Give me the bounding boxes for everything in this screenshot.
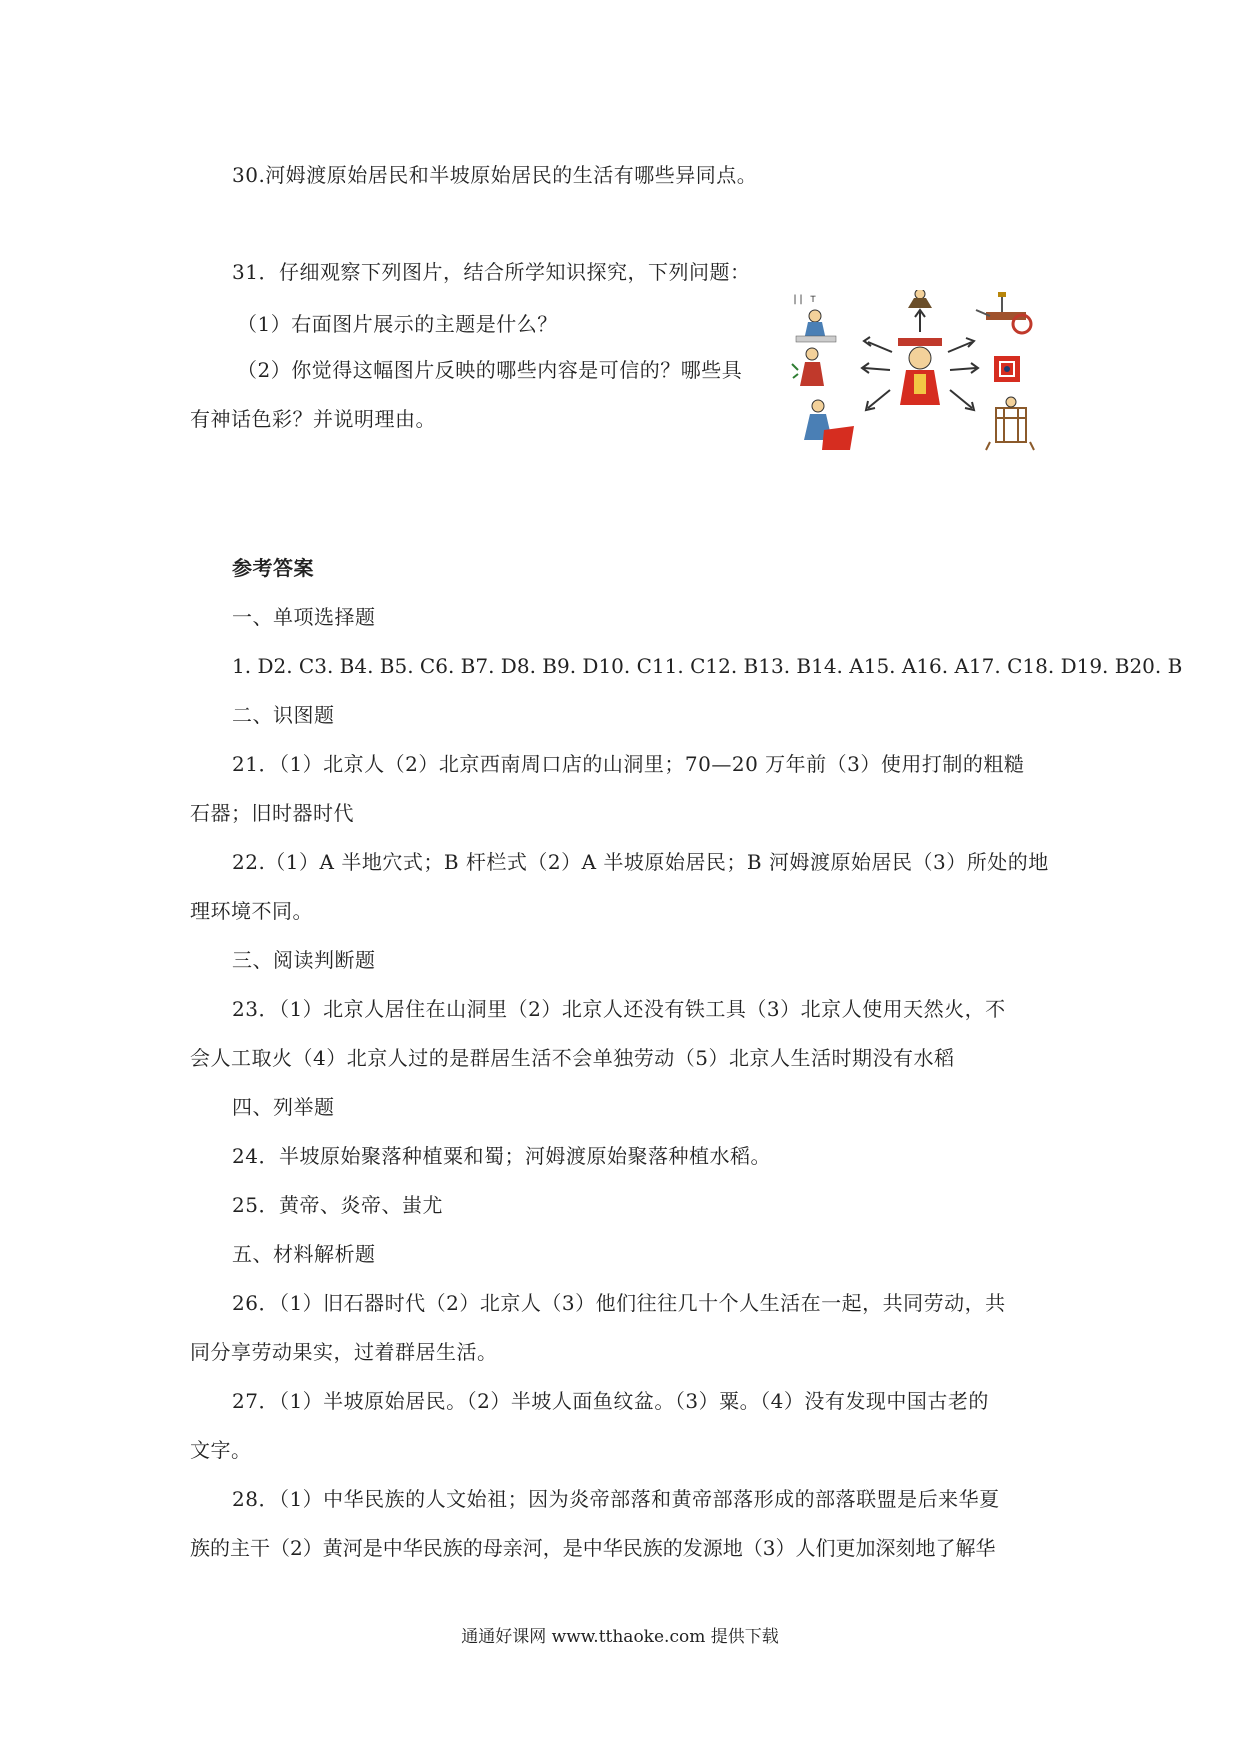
question-31-part-2-cont: 有神话色彩？并说明理由。 bbox=[190, 407, 436, 431]
red-box-icon bbox=[994, 356, 1020, 382]
section-heading-material-analysis: 五、材料解析题 bbox=[232, 1242, 376, 1266]
svg-text:|| ⊤: || ⊤ bbox=[792, 294, 817, 305]
answer-22-cont: 理环境不同。 bbox=[190, 899, 313, 923]
huangdi-inventions-figure bbox=[790, 290, 1050, 460]
answer-26-cont: 同分享劳动果实，过着群居生活。 bbox=[190, 1340, 498, 1364]
footer-source-text: 通通好课网 www.tthaoke.com 提供下载 bbox=[461, 1627, 779, 1647]
answer-28-cont: 族的主干（2）黄河是中华民族的母亲河，是中华民族的发源地（3）人们更加深刻地了解华 bbox=[190, 1536, 996, 1560]
question-31-part-1: （1）右面图片展示的主题是什么？ bbox=[237, 312, 558, 336]
herb-figure-icon bbox=[792, 348, 824, 386]
answers-heading: 参考答案 bbox=[232, 556, 314, 580]
writing-figure-icon bbox=[792, 294, 836, 342]
answer-21: 21．（1）北京人（2）北京西南周口店的山洞里；70—20 万年前（3）使用打制的粗糙 bbox=[232, 752, 1025, 776]
question-31: 31．仔细观察下列图片，结合所学知识探究，下列问题： bbox=[232, 260, 751, 284]
section-heading-single-choice: 一、单项选择题 bbox=[232, 605, 376, 629]
cart-icon bbox=[976, 292, 1031, 333]
answer-28: 28．（1）中华民族的人文始祖；因为炎帝部落和黄帝部落形成的部落联盟是后来华夏 bbox=[232, 1487, 1000, 1511]
question-30: 30.河姆渡原始居民和半坡原始居民的生活有哪些异同点。 bbox=[232, 163, 758, 187]
section-heading-image-recognition: 二、识图题 bbox=[232, 703, 335, 727]
emperor-icon bbox=[898, 338, 942, 405]
answer-22: 22.（1）A 半地穴式；B 杆栏式（2）A 半坡原始居民；B 河姆渡原始居民（3）所处的地 bbox=[232, 850, 1049, 874]
loom-icon bbox=[986, 397, 1034, 450]
answer-26: 26．（1）旧石器时代（2）北京人（3）他们往往几十个人生活在一起，共同劳动，共 bbox=[232, 1291, 1006, 1315]
answer-21-cont: 石器；旧时器时代 bbox=[190, 801, 354, 825]
section-heading-reading: 三、阅读判断题 bbox=[232, 948, 376, 972]
multiple-choice-answers: 1. D2. C3. B4. B5. C6. B7. D8. B9. D10. C11. C12. B13. B14. A15. A16. A17. C18. D19. B20. B bbox=[232, 654, 1183, 678]
answer-23-cont: 会人工取火（4）北京人过的是群居生活不会单独劳动（5）北京人生活时期没有水稻 bbox=[190, 1046, 955, 1070]
answer-24: 24．半坡原始聚落种植粟和蜀；河姆渡原始聚落种植水稻。 bbox=[232, 1144, 771, 1168]
answer-27-cont: 文字。 bbox=[190, 1438, 252, 1462]
answer-23: 23．（1）北京人居住在山洞里（2）北京人还没有铁工具（3）北京人使用天然火，不 bbox=[232, 997, 1006, 1021]
answer-25: 25．黄帝、炎帝、蚩尤 bbox=[232, 1193, 443, 1217]
weaving-figure-icon bbox=[804, 400, 854, 450]
seated-figure-icon bbox=[908, 290, 932, 308]
question-31-part-2: （2）你觉得这幅图片反映的哪些内容是可信的？哪些具 bbox=[237, 358, 743, 382]
answer-27: 27．（1）半坡原始居民。（2）半坡人面鱼纹盆。（3）粟。（4）没有发现中国古老的 bbox=[232, 1389, 989, 1413]
section-heading-listing: 四、列举题 bbox=[232, 1095, 335, 1119]
